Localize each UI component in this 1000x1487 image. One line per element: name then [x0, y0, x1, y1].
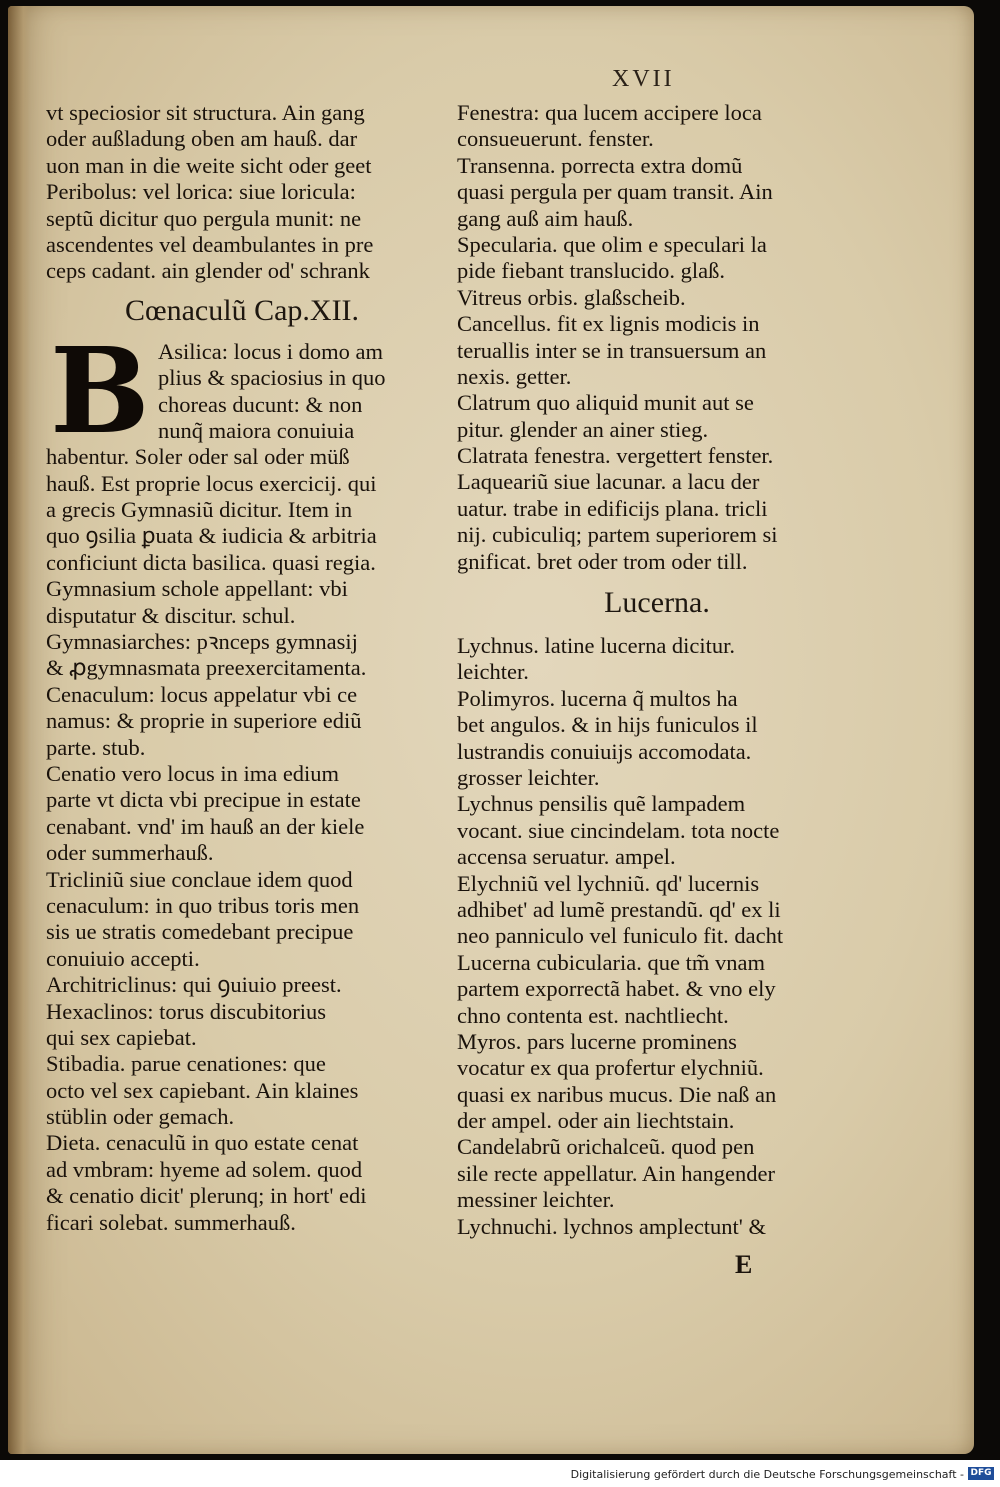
text-line: Dieta. cenaculũ in quo estate cenat	[46, 1130, 359, 1156]
text-line: cenaculum: in quo tribus toris men	[46, 892, 360, 918]
text-line: teruallis inter se in transuersum an	[457, 337, 767, 363]
text-line: vocatur ex qua profertur elychniũ.	[457, 1055, 764, 1081]
text-line: Cenatio vero locus in ima edium	[46, 760, 340, 786]
text-line: septũ dicitur quo pergula munit: ne	[46, 205, 362, 231]
text-line: accensa seruatur. ampel.	[457, 844, 676, 870]
text-line: habentur. Soler oder sal oder müß	[46, 444, 350, 470]
text-line: partem exporrectã habet. & vno ely	[457, 976, 776, 1002]
text-line: Peribolus: vel lorica: siue loricula:	[46, 179, 356, 205]
text-line: oder außladung oben am hauß. dar	[46, 126, 358, 152]
text-line: Cenaculum: locus appelatur vbi ce	[46, 681, 358, 707]
right-text-after-heading	[457, 633, 857, 1240]
text-line: uon man in die weite sicht oder geet	[46, 152, 372, 178]
text-line: Lychnus. latine lucerna dicitur.	[457, 633, 736, 659]
page-gutter-shadow	[8, 6, 30, 1454]
right-text-before-heading	[457, 100, 857, 575]
text-line: ficari solebat. summerhauß.	[46, 1209, 296, 1235]
text-line: grosser leichter.	[457, 764, 600, 790]
text-line: disputatur & discitur. schul.	[46, 602, 296, 628]
text-line: ascendentes vel deambulantes in pre	[46, 231, 374, 257]
text-line: chno contenta est. nachtliecht.	[457, 1002, 729, 1028]
right-column	[457, 100, 857, 1240]
text-line: quo ꝯsilia ꝑuata & iudicia & arbitria	[46, 523, 377, 549]
text-line: oder summerhauß.	[46, 840, 214, 866]
text-line: octo vel sex capiebant. Ain klaines	[46, 1077, 359, 1103]
text-line: Stibadia. parue cenationes: que	[46, 1051, 326, 1077]
text-line: nunq̃ maiora conuiuia	[158, 417, 355, 443]
text-line: Architriclinus: qui ꝯuiuio preest.	[46, 972, 342, 998]
text-line: leichter.	[457, 659, 529, 685]
text-line: der ampel. oder ain liechtstain.	[457, 1108, 735, 1134]
text-line: Laqueariũ siue lacunar. a lacu der	[457, 469, 760, 495]
text-line: Vitreus orbis. glaßscheib.	[457, 284, 686, 310]
text-line: adhibet' ad lumẽ prestandũ. qd' ex li	[457, 896, 781, 922]
text-line: consueuerunt. fenster.	[457, 126, 654, 152]
text-line: Gymnasiarches: pꝛnceps gymnasij	[46, 629, 358, 655]
text-line: a grecis Gymnasiũ dicitur. Item in	[46, 497, 353, 523]
footer-bar	[0, 1460, 1000, 1487]
text-line: Clatrum quo aliquid munit aut se	[457, 390, 754, 416]
text-line: neo panniculo vel funiculo fit. dacht	[457, 923, 784, 949]
text-line: Gymnasium schole appellant: vbi	[46, 576, 348, 602]
dropcap-initial: B	[50, 320, 150, 460]
text-line: Asilica: locus i domo am	[158, 338, 383, 364]
text-line: Tricliniũ siue conclaue idem quod	[46, 866, 353, 892]
text-line: ad vmbram: hyeme ad solem. quod	[46, 1156, 363, 1182]
text-line: gnificat. bret oder trom oder till.	[457, 548, 748, 574]
text-line: conuiuio accepti.	[46, 945, 200, 971]
text-line: qui sex capiebat.	[46, 1024, 197, 1050]
text-line: quasi pergula per quam transit. Ain	[457, 179, 773, 205]
section-heading: Lucerna.	[604, 586, 710, 620]
text-line: Polimyros. lucerna q̃ multos ha	[457, 685, 738, 711]
text-line: uatur. trabe in edificijs plana. tricli	[457, 495, 768, 521]
text-line: sile recte appellatur. Ain hangender	[457, 1160, 775, 1186]
text-line: parte. stub.	[46, 734, 146, 760]
text-line: quasi ex naribus mucus. Die naß an	[457, 1081, 777, 1107]
text-line: Lychnus pensilis quẽ lampadem	[457, 791, 746, 817]
text-line: vt speciosior sit structura. Ain gang	[46, 100, 365, 125]
text-line: conficiunt dicta basilica. quasi regia.	[46, 549, 376, 575]
text-line: choreas ducunt: & non	[158, 391, 363, 417]
text-line: Lucerna cubicularia. que tm̃ vnam	[457, 949, 765, 975]
dfg-logo: DFG	[968, 1467, 994, 1480]
chapter-heading: Cœnaculũ Cap.XII.	[124, 293, 360, 327]
text-line: Candelabrũ orichalceũ. quod pen	[457, 1134, 755, 1160]
folio-number: XVII	[612, 66, 675, 92]
text-line: cenabant. vnd' im hauß an der kiele	[46, 813, 365, 839]
text-line: nexis. getter.	[457, 363, 572, 389]
left-text-before-heading	[46, 100, 438, 285]
text-line: & ꝓgymnasmata preexercitamenta.	[46, 655, 367, 681]
text-line: Elychniũ vel lychniũ. qd' lucernis	[457, 870, 760, 896]
text-line: bet angulos. & in hijs funiculos il	[457, 712, 758, 738]
text-line: stüblin oder gemach.	[46, 1104, 235, 1130]
text-line: parte vt dicta vbi precipue in estate	[46, 787, 361, 813]
text-line: Cancellus. fit ex lignis modicis in	[457, 311, 760, 337]
footer-credit: Digitalisierung gefördert durch die Deutsche Forschungsgemeinschaft -	[570, 1468, 964, 1481]
text-line: sis ue stratis comedebant precipue	[46, 919, 354, 945]
text-line: gang auß aim hauß.	[457, 205, 634, 231]
left-text-after-dropcap	[46, 444, 438, 1236]
text-line: Transenna. porrecta extra domũ	[457, 152, 743, 178]
text-line: Myros. pars lucerne prominens	[457, 1028, 737, 1054]
text-line: lustrandis conuiuijs accomodata.	[457, 738, 752, 764]
text-line: messiner leichter.	[457, 1187, 615, 1213]
left-column	[46, 100, 438, 1236]
catchword: E	[735, 1250, 753, 1279]
text-line: vocant. siue cincindelam. tota nocte	[457, 817, 780, 843]
text-line: Lychnuchi. lychnos amplectunt' &	[457, 1213, 766, 1239]
text-line: ceps cadant. ain glender od' schrank	[46, 258, 370, 284]
text-line: & cenatio dicit' plerunq; in hort' edi	[46, 1183, 367, 1209]
text-line: Hexaclinos: torus discubitorius	[46, 998, 326, 1024]
text-line: Clatrata fenestra. vergettert fenster.	[457, 443, 774, 469]
text-line: Specularia. que olim e speculari la	[457, 231, 767, 257]
text-line: hauß. Est proprie locus exercicij. qui	[46, 470, 377, 496]
text-line: nij. cubiculiq; partem superiorem si	[457, 522, 778, 548]
text-line: Fenestra: qua lucem accipere loca	[457, 100, 762, 125]
text-line: pitur. glender an ainer stieg.	[457, 416, 709, 442]
text-line: namus: & proprie in superiore ediũ	[46, 708, 362, 734]
text-line: pide fiebant translucido. glaß.	[457, 258, 726, 284]
text-line: plius & spaciosius in quo	[158, 365, 386, 391]
